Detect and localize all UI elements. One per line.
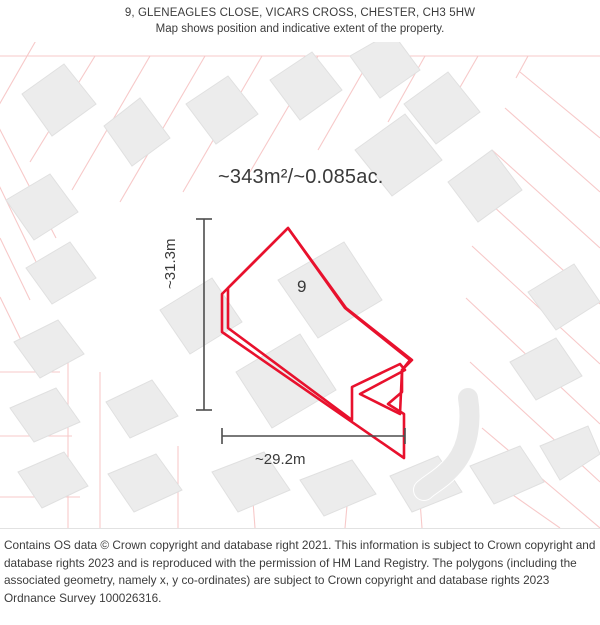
plot-number-label: 9: [297, 277, 307, 296]
horizontal-dimension-line: [222, 428, 405, 444]
page-subtitle: Map shows position and indicative extent of the property.: [155, 23, 445, 35]
road: [424, 398, 470, 490]
area-label: ~343m²/~0.085ac.: [218, 166, 384, 188]
copyright-footer: [0, 528, 600, 625]
map-canvas[interactable]: [0, 42, 600, 528]
page-title: 9, GLENEAGLES CLOSE, VICARS CROSS, CHESTER, CH3 5HW: [124, 7, 476, 19]
map-header: [0, 0, 600, 42]
height-dimension-label: ~31.3m: [162, 238, 179, 289]
copyright-text: Contains OS data © Crown copyright and database right 2021. This information is subject to Crown copyright and database rights 2023 and is reproduced with the permission of HM Land Registry. The polygons (including the associated geometry, namely x, y co-ordinates) are subject to Crown copyright and database rights 2023 Ordnance Survey 100026316.: [4, 538, 596, 605]
width-dimension-label: ~29.2m: [255, 451, 306, 468]
